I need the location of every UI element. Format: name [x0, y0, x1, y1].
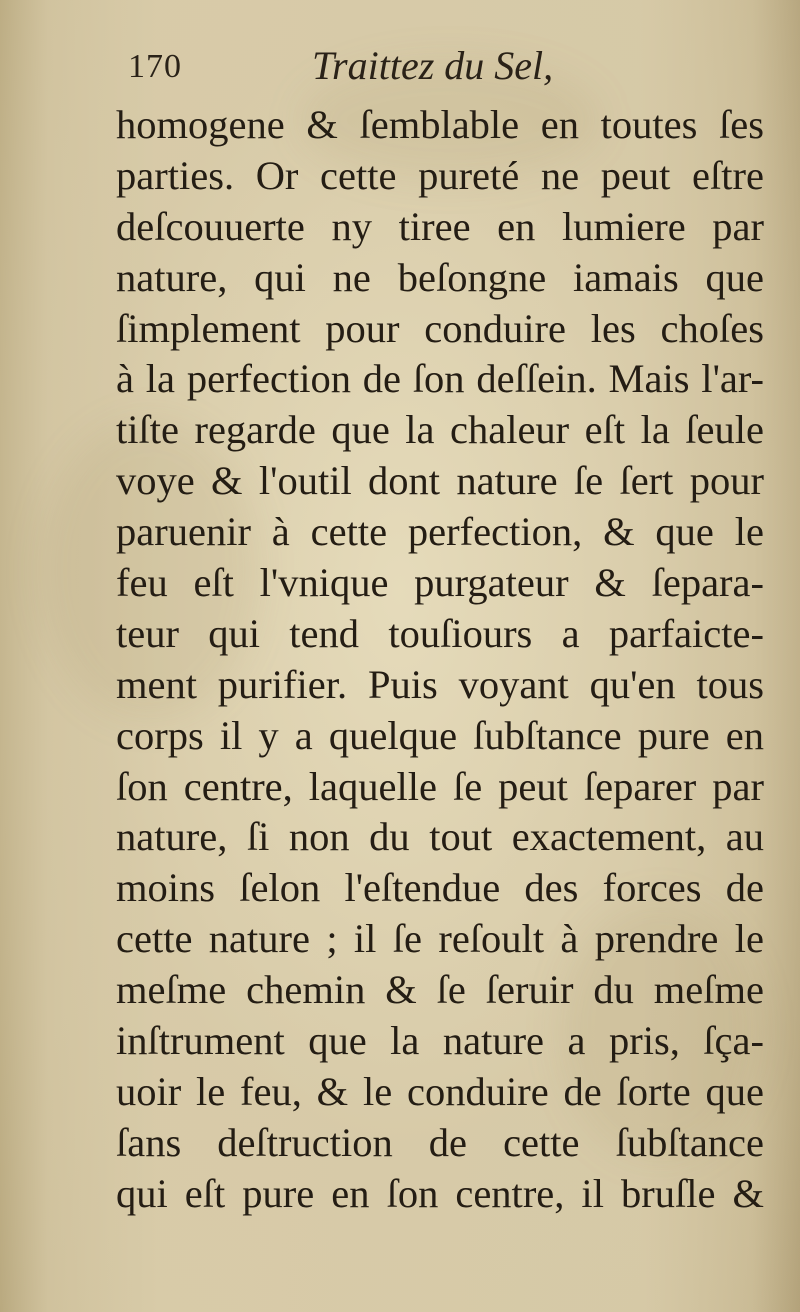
text-line: teur qui tend touſiours a parfaicte-: [116, 610, 764, 656]
text-line: ſon centre, laquelle ſe peut ſeparer par: [116, 763, 764, 809]
text-line: deſcouuerte ny tiree en lumiere par: [116, 203, 764, 249]
page-header: [116, 40, 756, 100]
text-line: à la perfection de ſon deſſein. Mais l'ar-: [116, 356, 764, 402]
text-line: qui eſt pure en ſon centre, il bruſle &: [116, 1170, 764, 1216]
text-line: inſtrument que la nature a pris, ſça-: [116, 1018, 764, 1064]
text-line: paruenir à cette perfection, & que le: [116, 509, 764, 555]
text-line: corps il y a quelque ſubſtance pure en: [116, 712, 764, 758]
text-line: cette nature ; il ſe reſoult à prendre le: [116, 916, 764, 962]
text-line: nature, ſi non du tout exactement, au: [116, 814, 764, 860]
page-number: 170: [128, 48, 182, 85]
text-line: nature, qui ne beſongne iamais que: [116, 254, 764, 300]
running-title: Traittez du Sel,: [312, 43, 554, 88]
text-line: tiſte regarde que la chaleur eſt la ſeule: [116, 407, 764, 453]
text-line: ſans deſtruction de cette ſubſtance: [116, 1119, 764, 1165]
text-line: voye & l'outil dont nature ſe ſert pour: [116, 458, 764, 504]
text-line: meſme chemin & ſe ſeruir du meſme: [116, 967, 764, 1013]
text-line: ſimplement pour conduire les choſes: [116, 305, 764, 351]
text-line: uoir le feu, & le conduire de ſorte que: [116, 1068, 764, 1114]
text-line: parties. Or cette pureté ne peut eſtre: [116, 152, 764, 198]
text-line: ment purifier. Puis voyant qu'en tous: [116, 661, 764, 707]
text-line: moins ſelon l'eſtendue des forces de: [116, 865, 764, 911]
text-line: homogene & ſemblable en toutes ſes: [116, 102, 764, 147]
text-line: feu eſt l'vnique purgateur & ſepara-: [116, 560, 764, 606]
body-text: [116, 100, 764, 1220]
